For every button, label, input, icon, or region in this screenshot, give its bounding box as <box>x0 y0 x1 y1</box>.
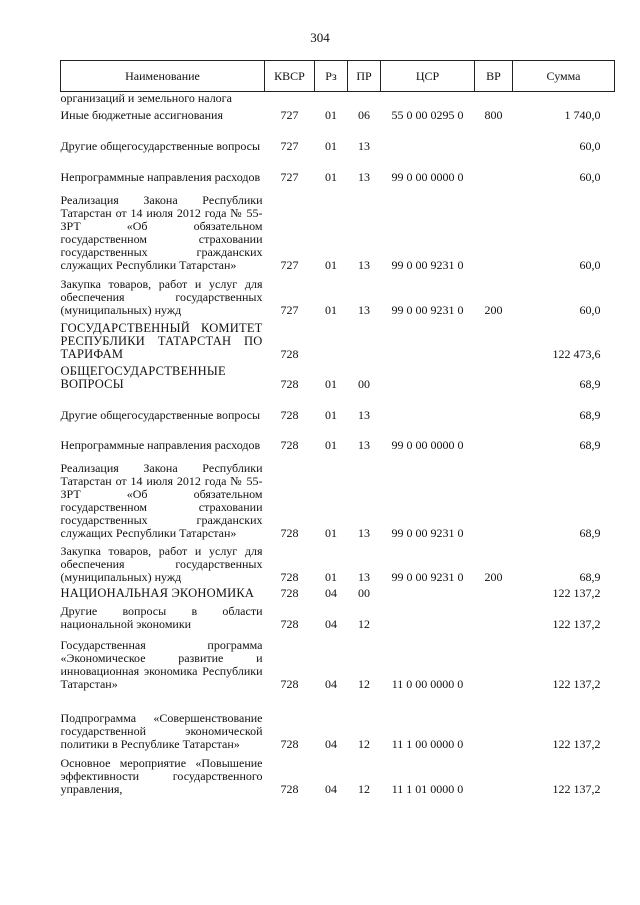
row-rz: 01 <box>325 107 337 122</box>
table-row <box>61 391 615 422</box>
table-row <box>61 422 615 452</box>
row-pr: 00 <box>358 585 370 600</box>
row-pr: 12 <box>358 736 370 751</box>
row-pr: 13 <box>358 437 370 452</box>
table-row <box>61 122 615 153</box>
row-kvsr: 728 <box>280 525 299 540</box>
row-vr <box>475 584 513 600</box>
row-rz: 04 <box>325 676 337 691</box>
row-pr <box>348 92 381 106</box>
row-rz: 04 <box>325 781 337 796</box>
row-vr <box>475 153 513 184</box>
row-kvsr: 727 <box>280 138 299 153</box>
row-rz: 01 <box>325 525 337 540</box>
table-row <box>61 317 615 361</box>
header-sum: Сумма <box>513 61 615 92</box>
row-name: ОБЩЕГОСУДАРСТВЕННЫЕ ВОПРОСЫ <box>60 363 226 391</box>
row-rz: 01 <box>325 437 337 452</box>
row-csr <box>381 361 475 391</box>
row-name: организаций и земельного налога <box>60 91 232 105</box>
row-vr <box>475 631 513 691</box>
row-kvsr: 728 <box>280 346 299 361</box>
row-sum <box>513 92 615 106</box>
row-csr: 99 0 00 9231 0 <box>391 257 464 272</box>
table-row <box>61 272 615 317</box>
row-kvsr: 728 <box>280 376 299 391</box>
table-row <box>61 184 615 272</box>
row-name: Другие общегосударственные вопросы <box>60 407 261 422</box>
row-kvsr: 728 <box>280 407 299 422</box>
row-vr: 200 <box>484 569 503 584</box>
row-sum: 122 473,6 <box>552 346 601 361</box>
table-row <box>61 631 615 691</box>
row-sum: 122 137,2 <box>552 736 601 751</box>
row-vr <box>475 361 513 391</box>
row-kvsr: 728 <box>280 569 299 584</box>
row-pr: 12 <box>358 676 370 691</box>
row-pr: 13 <box>358 257 370 272</box>
row-pr: 13 <box>358 569 370 584</box>
row-vr <box>475 391 513 422</box>
row-pr: 06 <box>358 107 370 122</box>
row-sum: 60,0 <box>579 138 601 153</box>
budget-table <box>60 60 615 796</box>
header-kvsr: КВСР <box>265 61 315 92</box>
budget-table-container <box>60 60 614 796</box>
row-pr: 13 <box>358 169 370 184</box>
row-sum: 60,0 <box>579 302 601 317</box>
header-rz: Рз <box>315 61 348 92</box>
row-sum: 122 137,2 <box>552 676 601 691</box>
row-rz: 04 <box>325 585 337 600</box>
row-name: ГОСУДАРСТВЕННЫЙ КОМИТЕТ РЕСПУБЛИКИ ТАТАРСТАН ПО ТАРИФАМ <box>60 320 263 361</box>
row-sum: 68,9 <box>579 525 601 540</box>
row-name: Реализация Закона Республики Татарстан от 14 июля 2012 года № 55-ЗРТ «Об обязательном государственном страховании государственных гражданских служащих Республики Татарстан» <box>60 460 263 540</box>
row-vr <box>475 92 513 106</box>
table-row <box>61 751 615 796</box>
row-name: Непрограммные направления расходов <box>60 169 261 184</box>
row-csr: 99 0 00 0000 0 <box>391 437 464 452</box>
table-row <box>61 540 615 584</box>
row-csr <box>381 122 475 153</box>
header-vr: ВР <box>475 61 513 92</box>
row-rz <box>315 92 348 106</box>
table-header-row <box>61 61 615 92</box>
row-vr: 200 <box>484 302 503 317</box>
row-name: Закупка товаров, работ и услуг для обеспечения государственных (муниципальных) нужд <box>60 276 263 317</box>
row-csr: 11 1 00 0000 0 <box>391 736 464 751</box>
row-sum: 122 137,2 <box>552 616 601 631</box>
header-csr: ЦСР <box>381 61 475 92</box>
row-pr: 12 <box>358 781 370 796</box>
row-kvsr: 727 <box>280 257 299 272</box>
row-csr: 99 0 00 9231 0 <box>391 569 464 584</box>
row-kvsr: 728 <box>280 585 299 600</box>
header-pr: ПР <box>348 61 381 92</box>
table-row <box>61 584 615 600</box>
row-rz: 01 <box>325 169 337 184</box>
row-sum: 60,0 <box>579 169 601 184</box>
row-name: НАЦИОНАЛЬНАЯ ЭКОНОМИКА <box>60 585 255 600</box>
row-rz: 01 <box>325 569 337 584</box>
row-name: Основное мероприятие «Повышение эффективности государственного управления, <box>60 755 263 796</box>
row-rz: 04 <box>325 736 337 751</box>
table-row <box>61 106 615 122</box>
row-pr: 12 <box>358 616 370 631</box>
row-csr <box>381 391 475 422</box>
row-vr <box>475 600 513 631</box>
row-name: Подпрограмма «Совершенствование государственной экономической политики в Республике Татарстан» <box>60 710 263 751</box>
row-csr <box>381 600 475 631</box>
row-name: Закупка товаров, работ и услуг для обеспечения государственных (муниципальных) нужд <box>60 543 263 584</box>
row-kvsr: 728 <box>280 616 299 631</box>
row-kvsr <box>265 92 315 106</box>
row-rz: 04 <box>325 616 337 631</box>
row-csr: 11 0 00 0000 0 <box>391 676 464 691</box>
row-name: Государственная программа «Экономическое развитие и инновационная экономика Республики Татарстан» <box>60 637 263 691</box>
row-rz: 01 <box>325 138 337 153</box>
table-row <box>61 153 615 184</box>
table-row <box>61 691 615 751</box>
row-rz: 01 <box>325 376 337 391</box>
page-number: 304 <box>310 30 330 45</box>
row-csr <box>381 317 475 361</box>
row-sum: 68,9 <box>579 569 601 584</box>
table-row <box>61 361 615 391</box>
row-name: Реализация Закона Республики Татарстан от 14 июля 2012 года № 55-ЗРТ «Об обязательном государственном страховании государственных гражданских служащих Республики Татарстан» <box>60 192 263 272</box>
row-rz <box>315 317 348 361</box>
row-kvsr: 728 <box>280 736 299 751</box>
row-name: Непрограммные направления расходов <box>60 437 261 452</box>
row-pr: 13 <box>358 138 370 153</box>
header-name: Наименование <box>61 61 265 92</box>
row-kvsr: 727 <box>280 169 299 184</box>
row-pr: 13 <box>358 302 370 317</box>
row-kvsr: 727 <box>280 302 299 317</box>
row-kvsr: 727 <box>280 107 299 122</box>
row-name: Другие вопросы в области национальной экономики <box>60 603 263 631</box>
row-csr: 99 0 00 9231 0 <box>391 525 464 540</box>
row-csr: 11 1 01 0000 0 <box>391 781 464 796</box>
row-vr <box>475 122 513 153</box>
row-kvsr: 728 <box>280 676 299 691</box>
row-rz: 01 <box>325 302 337 317</box>
row-vr <box>475 422 513 452</box>
row-kvsr: 728 <box>280 781 299 796</box>
row-name: Иные бюджетные ассигнования <box>60 107 223 122</box>
row-sum: 68,9 <box>579 407 601 422</box>
row-csr: 99 0 00 9231 0 <box>391 302 464 317</box>
table-row <box>61 452 615 540</box>
row-vr <box>475 317 513 361</box>
row-sum: 1 740,0 <box>564 107 601 122</box>
row-vr <box>475 691 513 751</box>
row-csr <box>381 92 475 106</box>
row-csr: 99 0 00 0000 0 <box>391 169 464 184</box>
table-row <box>61 600 615 631</box>
row-pr: 00 <box>358 376 370 391</box>
row-pr: 13 <box>358 407 370 422</box>
row-sum: 68,9 <box>579 376 601 391</box>
row-sum: 122 137,2 <box>552 781 601 796</box>
row-vr <box>475 184 513 272</box>
row-kvsr: 728 <box>280 437 299 452</box>
row-vr <box>475 751 513 796</box>
row-vr: 800 <box>484 107 503 122</box>
row-pr <box>348 317 381 361</box>
row-sum: 68,9 <box>579 437 601 452</box>
table-row <box>61 92 615 106</box>
row-sum: 122 137,2 <box>552 585 601 600</box>
row-rz: 01 <box>325 257 337 272</box>
row-rz: 01 <box>325 407 337 422</box>
row-vr <box>475 452 513 540</box>
row-csr: 55 0 00 0295 0 <box>391 107 464 122</box>
row-csr <box>381 584 475 600</box>
row-name: Другие общегосударственные вопросы <box>60 138 261 153</box>
row-pr: 13 <box>358 525 370 540</box>
row-sum: 60,0 <box>579 257 601 272</box>
